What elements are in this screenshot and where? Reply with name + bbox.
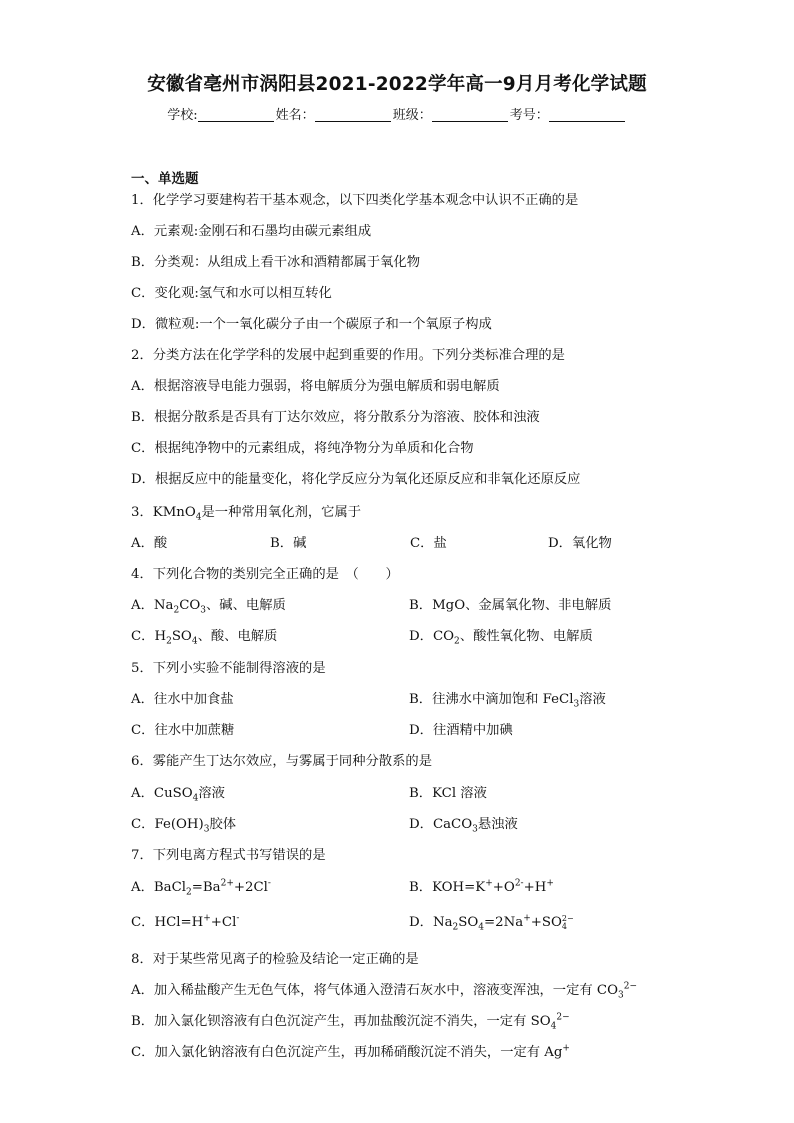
exam-title: 安徽省亳州市涡阳县2021-2022学年高一9月月考化学试题 [147,74,647,95]
question-8-option-a: A．加入稀盐酸产生无色气体，将气体通入澄清石灰水中，溶液变浑浊，一定有 $CO_3^{2-}$ [131,981,638,1001]
question-4-option-b: B．MgO、金属氧化物、非电解质 [409,598,612,613]
question-5-option-b: B．往沸水中滴加饱和 FeCl$_3$溶液 [409,692,606,710]
class-blank[interactable] [432,107,508,122]
school-label: 学校: [167,108,198,123]
question-7-option-a: A．$BaCl_2=Ba^{2+}+2Cl^-$ [131,878,271,898]
number-blank[interactable] [549,107,625,122]
number-label: 考号： [509,108,549,123]
question-3-stem: 3．KMnO$_4$是一种常用氧化剂，它属于 [131,505,362,523]
question-3-option-a: A．酸 [131,536,168,551]
student-info-line [0,104,794,123]
question-8-option-b: B．加入氯化钡溶液有白色沉淀产生，再加盐酸沉淀不消失，一定有 $SO_4^{2-}$ [131,1012,570,1032]
question-6-option-c: C．$Fe(OH)_3$胶体 [131,817,237,835]
question-5-option-c: C．往水中加蔗糖 [131,723,235,738]
question-1-option-c: C．变化观:氢气和水可以相互转化 [131,286,332,301]
question-7-option-b: B．$KOH=K^++O^{2-}+H^+$ [409,878,554,895]
question-5-stem: 5．下列小实验不能制得溶液的是 [131,661,326,676]
question-1-stem: 1．化学学习要建构若干基本观念，以下四类化学基本观念中认识不正确的是 [131,193,579,208]
question-8-option-c: C．加入氯化钠溶液有白色沉淀产生，再加稀硝酸沉淀不消失，一定有 Ag+ [131,1043,570,1060]
question-7-stem: 7．下列电离方程式书写错误的是 [131,848,326,863]
question-2-option-a: A．根据溶液导电能力强弱，将电解质分为强电解质和弱电解质 [131,379,500,394]
question-5-option-d: D．往酒精中加碘 [409,723,513,738]
question-6-option-a: A．CuSO$_4$溶液 [131,786,225,804]
question-2-option-c: C．根据纯净物中的元素组成，将纯净物分为单质和化合物 [131,441,474,456]
question-4-stem: 4．下列化合物的类别完全正确的是 （ ） [131,567,399,582]
question-2-option-d: D．根据反应中的能量变化，将化学反应分为氧化还原反应和非氧化还原反应 [131,472,581,487]
question-3-option-c: C．盐 [410,536,447,551]
question-2-stem: 2．分类方法在化学学科的发展中起到重要的作用。下列分类标准合理的是 [131,348,565,363]
question-3-option-b: B．碱 [270,536,307,551]
question-1-option-b: B．分类观：从组成上看干冰和酒精都属于氧化物 [131,255,421,270]
class-label: 班级： [392,108,432,123]
question-1-option-d: D．微粒观:一个一氧化碳分子由一个碳原子和一个氧原子构成 [131,317,492,332]
question-6-stem: 6．雾能产生丁达尔效应，与雾属于同种分散系的是 [131,754,432,769]
question-3-option-d: D．氧化物 [548,536,612,551]
question-4-option-d: D．$CO_2$、酸性氧化物、电解质 [409,629,593,647]
question-4-option-c: C．$H_2SO_4$、酸、电解质 [131,629,278,647]
question-2-option-b: B．根据分散系是否具有丁达尔效应，将分散系分为溶液、胶体和浊液 [131,410,540,425]
question-7-option-d: D．$Na_2SO_4=2Na^++SO$ 2− 4 [409,913,574,933]
school-blank[interactable] [198,107,274,122]
question-7-option-c: C．HCl=H++Cl- [131,913,240,930]
question-6-option-b: B．KCl 溶液 [409,786,487,801]
question-6-option-d: D．CaCO$_3$悬浊液 [409,817,518,835]
question-5-option-a: A．往水中加食盐 [131,692,234,707]
question-8-stem: 8．对于某些常见离子的检验及结论一定正确的是 [131,952,419,967]
section-heading: 一、单选题 [131,171,199,187]
question-4-option-a: A．$Na_2CO_3$、碱、电解质 [131,598,286,616]
name-label: 姓名： [275,108,315,123]
question-1-option-a: A．元素观:金刚石和石墨均由碳元素组成 [131,224,372,239]
name-blank[interactable] [315,107,391,122]
